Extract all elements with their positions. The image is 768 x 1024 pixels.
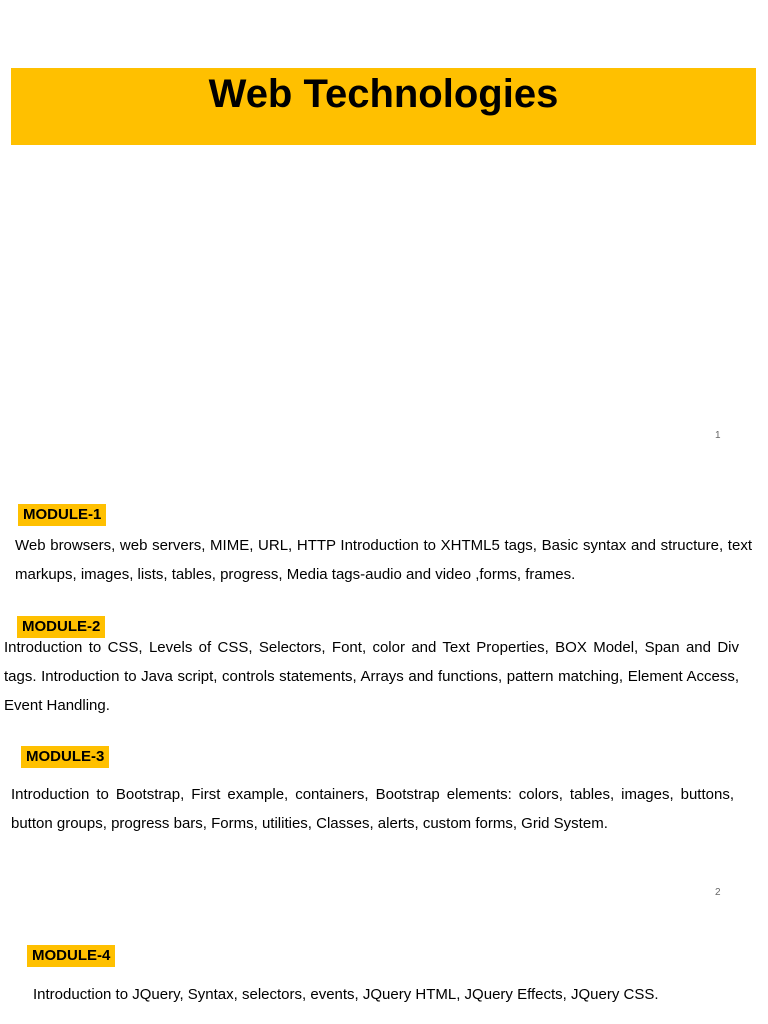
module-4-text: Introduction to JQuery, Syntax, selectors, events, JQuery HTML, JQuery Effects, JQuery CSS. — [33, 986, 659, 1003]
page-number-2: 2 — [715, 887, 721, 898]
module-3-label: MODULE-3 — [21, 746, 109, 768]
module-4-label: MODULE-4 — [27, 945, 115, 967]
title-banner — [11, 68, 756, 145]
module-2-label: MODULE-2 — [17, 616, 105, 638]
module-1-text: Web browsers, web servers, MIME, URL, HTTP Introduction to XHTML5 tags, Basic syntax and structure, text markups, images, lists, tables, progress, Media tags-audio and video ,forms, frames. — [15, 537, 752, 583]
page-title: Web Technologies — [208, 72, 559, 116]
module-2-text: Introduction to CSS, Levels of CSS, Selectors, Font, color and Text Properties, BOX Model, Span and Div tags. Introduction to Java script, controls statements, Arrays and functions, pattern matching, Element Access, Event Handling. — [4, 639, 739, 714]
module-1-label: MODULE-1 — [18, 504, 106, 526]
page-number-1: 1 — [715, 430, 721, 441]
module-3-text: Introduction to Bootstrap, First example, containers, Bootstrap elements: colors, tables, images, buttons, button groups, progress bars, Forms, utilities, Classes, alerts, custom forms, Grid System. — [11, 786, 734, 832]
